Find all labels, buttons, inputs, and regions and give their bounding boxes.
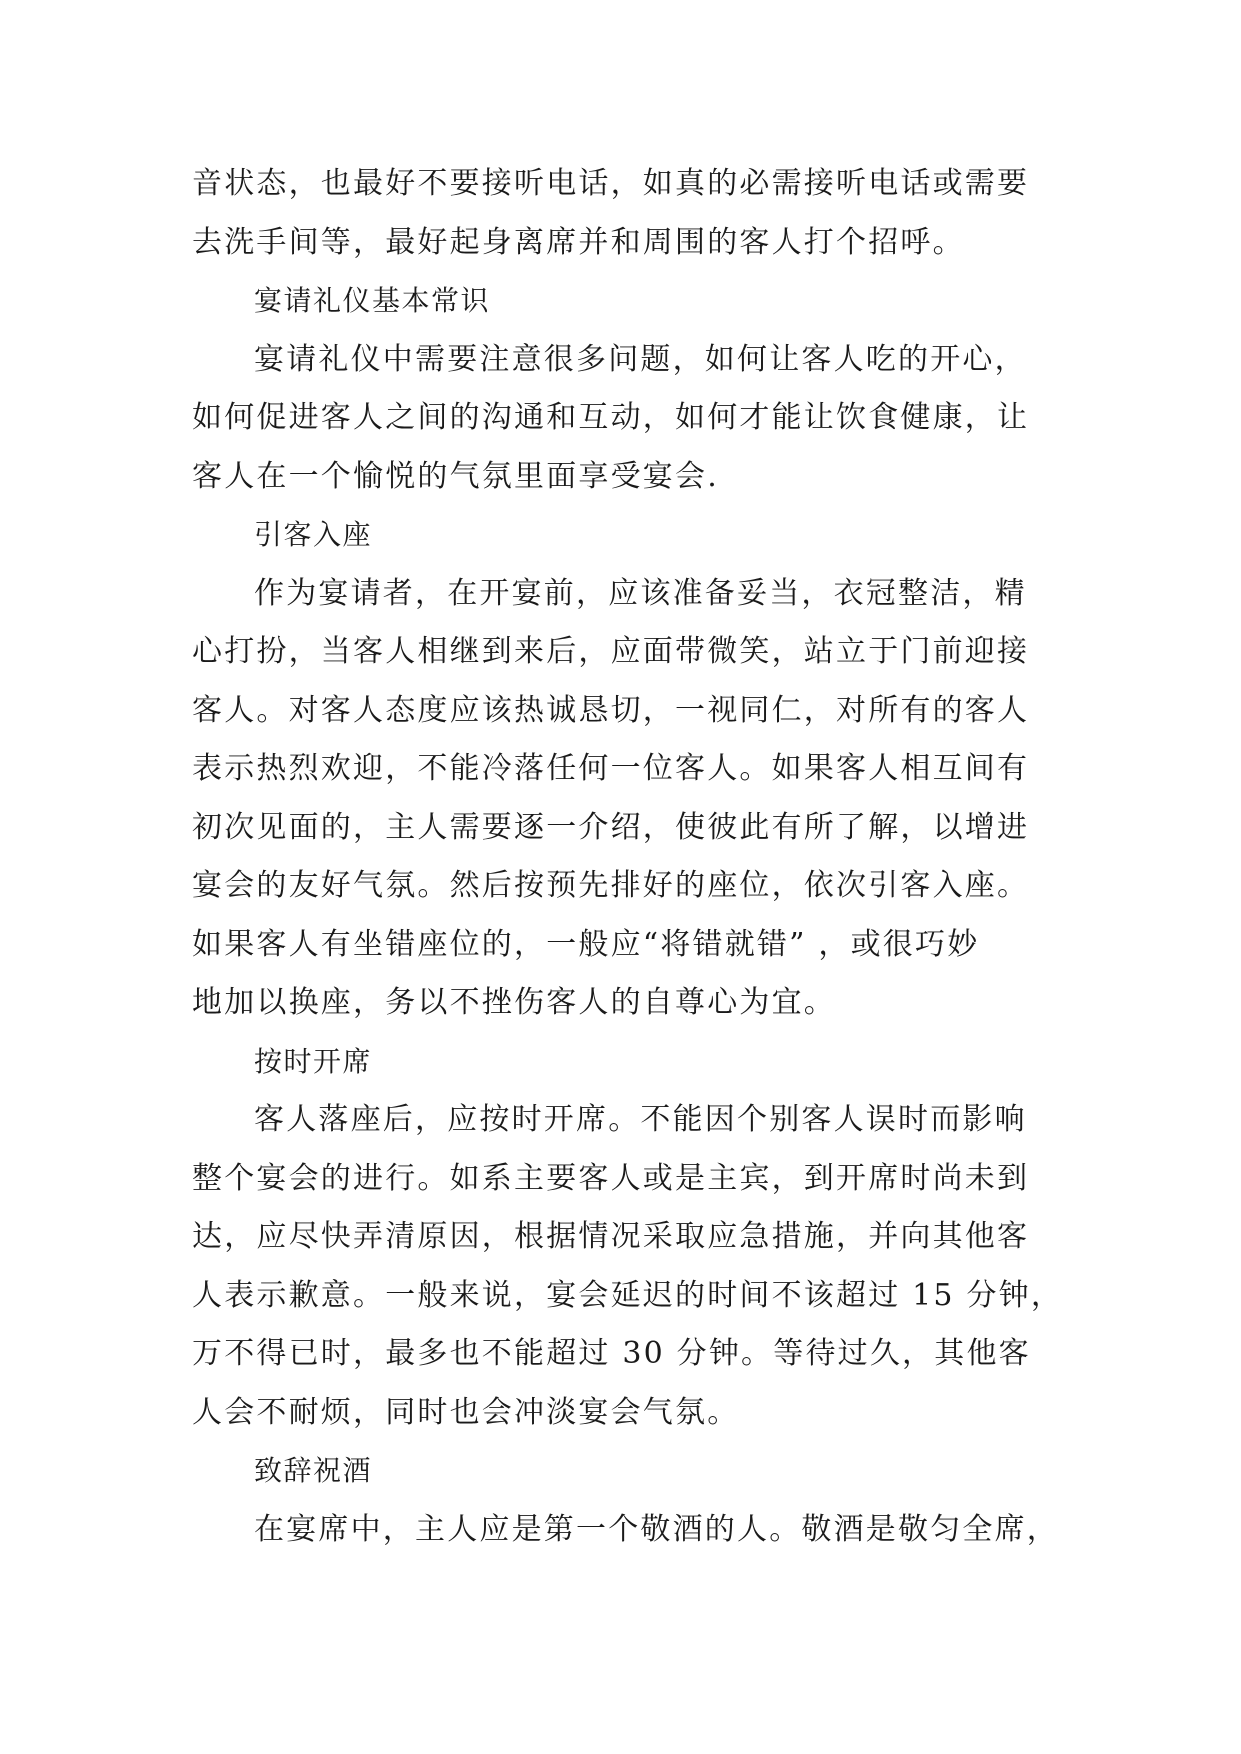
body-line: 人表示歉意。一般来说，宴会延迟的时间不该超过 15 分钟， xyxy=(192,1277,1064,1313)
body-line: 音状态，也最好不要接听电话，如真的必需接听电话或需要 xyxy=(192,166,1030,201)
paragraph-first-line: 在宴席中，主人应是第一个敬酒的人。敬酒是敬匀全席， xyxy=(254,1511,1059,1547)
body-line: 心打扮，当客人相继到来后，应面带微笑，站立于门前迎接 xyxy=(192,634,1030,669)
body-line: 客人。对客人态度应该热诚恳切，一视同仁，对所有的客人 xyxy=(192,692,1030,728)
body-line: 初次见面的，主人需要逐一介绍，使彼此有所了解，以增进 xyxy=(192,809,1030,845)
document-body xyxy=(192,155,1064,1559)
body-line: 宴会的友好气氛。然后按预先排好的座位，依次引客入座。 xyxy=(192,868,1030,903)
section-heading: 引客入座 xyxy=(254,518,373,551)
body-line: 整个宴会的进行。如系主要客人或是主宾，到开席时尚未到 xyxy=(192,1160,1030,1196)
body-line: 人会不耐烦，同时也会冲淡宴会气氛。 xyxy=(192,1394,740,1430)
section-heading: 致辞祝酒 xyxy=(254,1454,373,1487)
body-line: 如何促进客人之间的沟通和互动，如何才能让饮食健康，让 xyxy=(192,400,1030,435)
paragraph-first-line: 作为宴请者，在开宴前，应该准备妥当，衣冠整洁，精 xyxy=(254,575,1027,611)
body-line: 达，应尽快弄清原因，根据情况采取应急措施，并向其他客 xyxy=(192,1219,1030,1254)
body-line: 地加以换座，务以不挫伤客人的自尊心为宜。 xyxy=(192,985,836,1020)
body-line: 表示热烈欢迎，不能冷落任何一位客人。如果客人相互间有 xyxy=(192,751,1030,786)
body-line: 客人在一个愉悦的气氛里面享受宴会. xyxy=(192,458,719,494)
paragraph-first-line: 客人落座后，应按时开席。不能因个别客人误时而影响 xyxy=(254,1102,1027,1137)
paragraph-first-line: 宴请礼仪中需要注意很多问题，如何让客人吃的开心， xyxy=(254,341,1027,377)
body-line: 如果客人有坐错座位的，一般应“将错就错” ，或很巧妙 xyxy=(192,926,980,962)
section-heading: 按时开席 xyxy=(254,1044,373,1078)
body-line: 去洗手间等，最好起身离席并和周围的客人打个招呼。 xyxy=(192,224,965,260)
section-heading: 宴请礼仪基本常识 xyxy=(254,284,491,317)
body-line: 万不得已时，最多也不能超过 30 分钟。等待过久，其他客 xyxy=(192,1336,1031,1371)
